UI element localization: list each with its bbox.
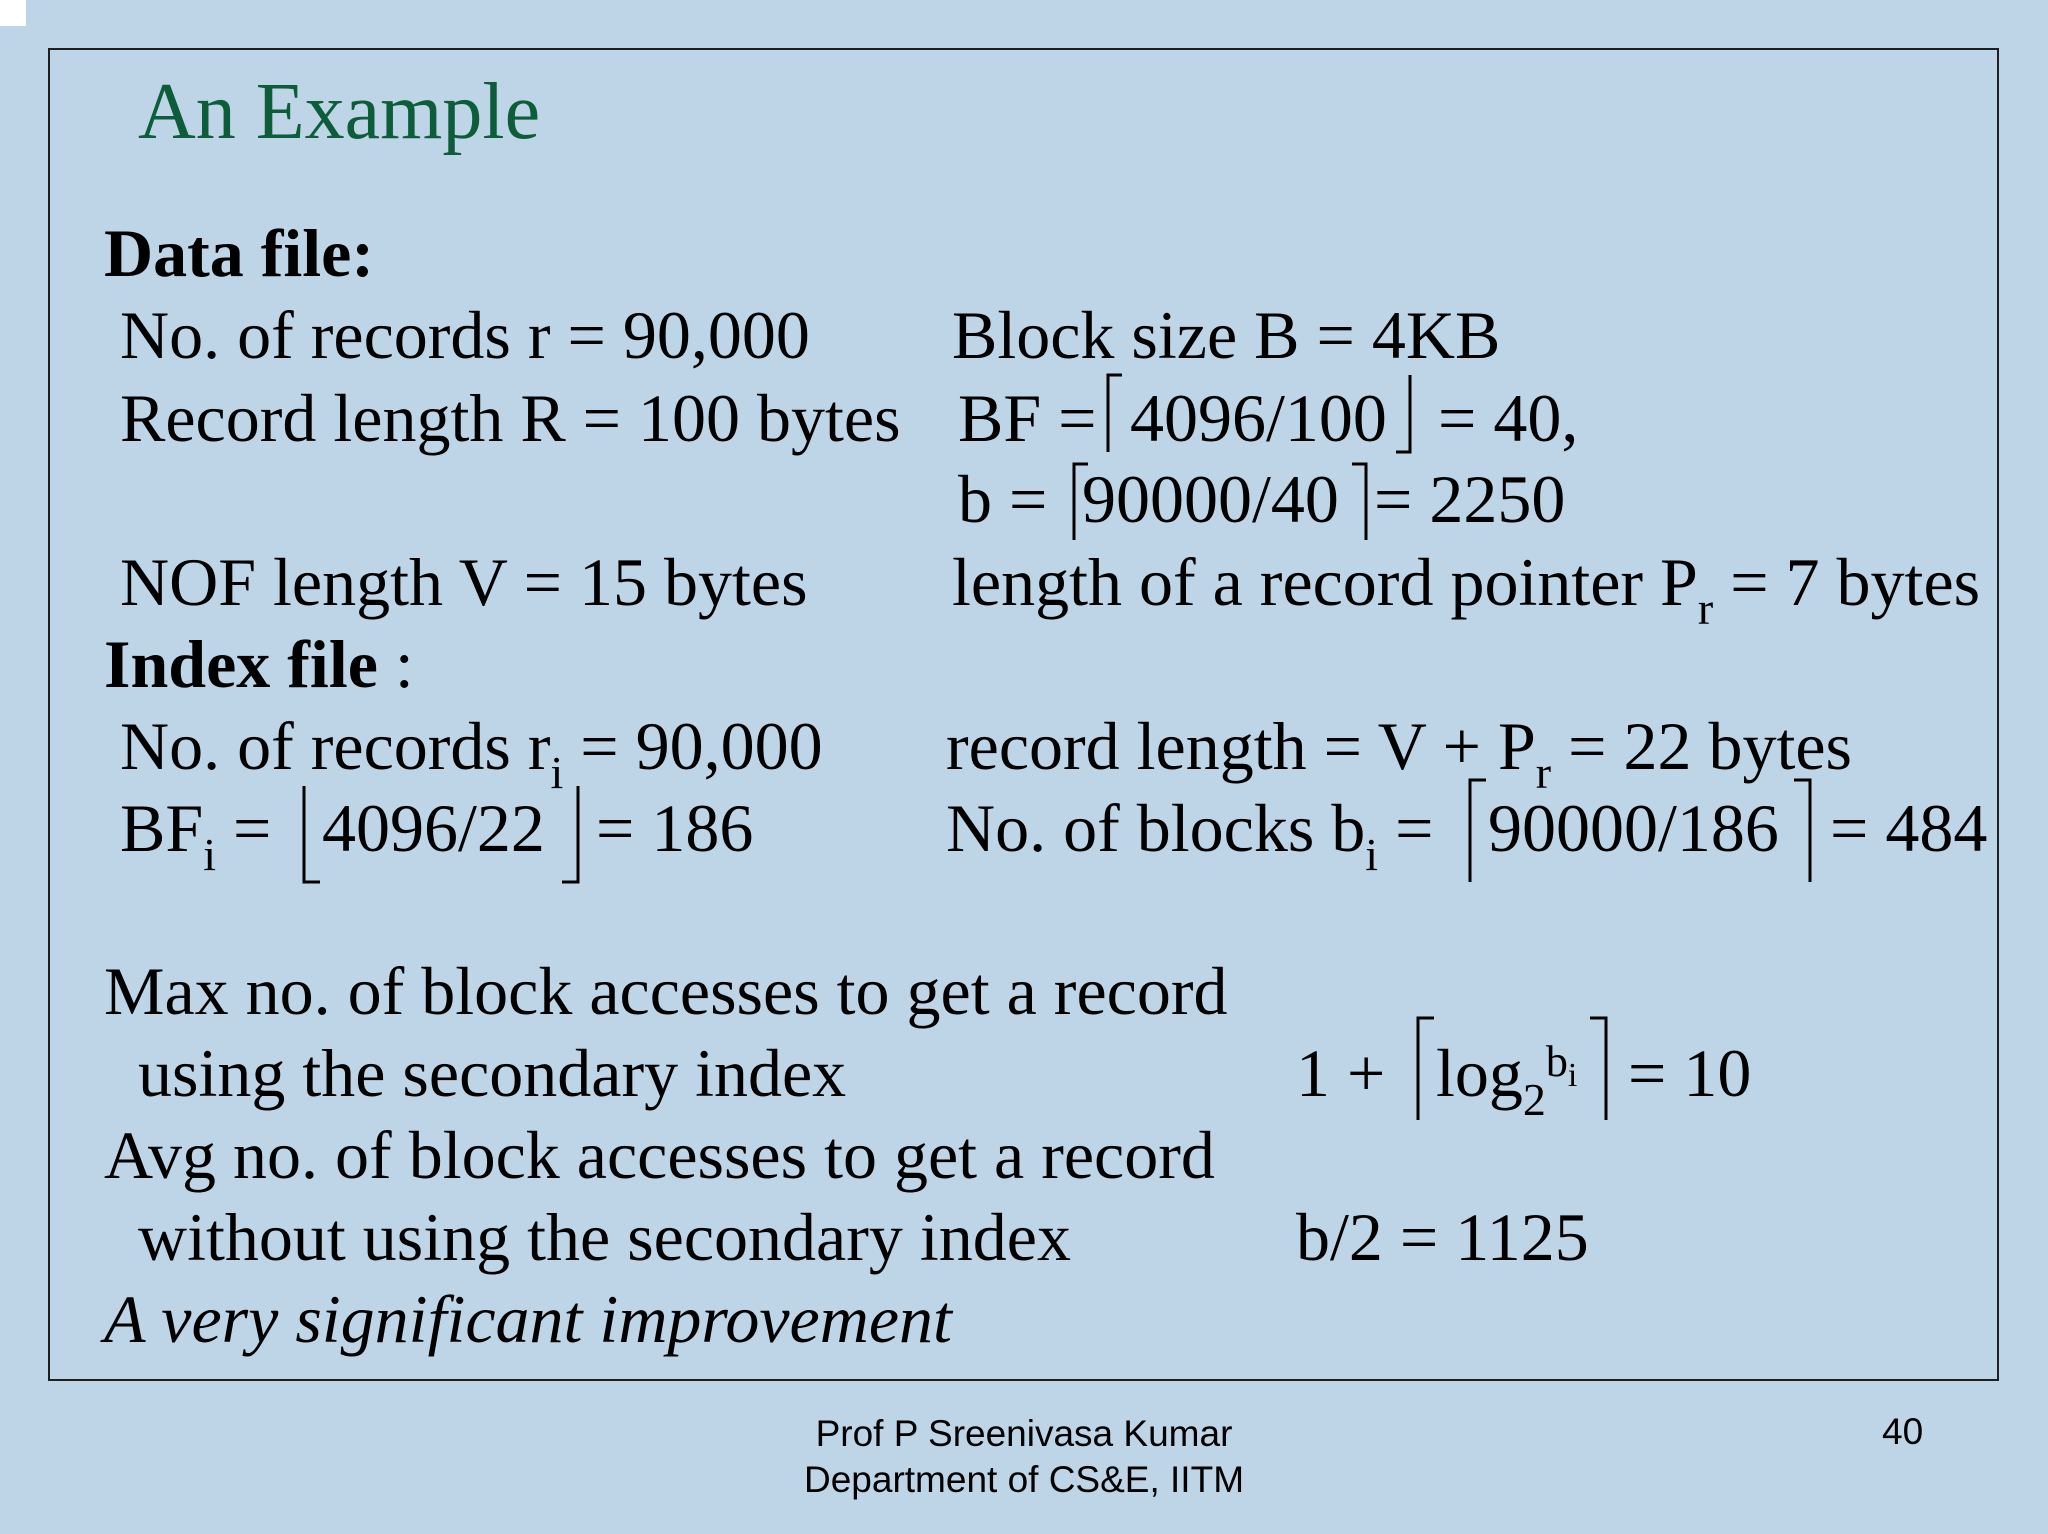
max-accesses-line1: Max no. of block accesses to get a record bbox=[104, 953, 1228, 1029]
max-formula-prefix: 1 + bbox=[1296, 1035, 1386, 1111]
record-length: Record length R = 100 bytes bbox=[120, 380, 901, 456]
b-expression: 90000/40 bbox=[1082, 461, 1339, 537]
log-ceil-right-icon bbox=[1590, 1018, 1606, 1120]
page-number: 40 bbox=[1882, 1411, 1924, 1452]
max-result: = 10 bbox=[1628, 1035, 1752, 1111]
block-size: Block size B = 4KB bbox=[952, 297, 1501, 373]
index-record-length: record length = $V + P_r = 22$ bytes bbox=[946, 708, 1853, 799]
nof-length: NOF length V = 15 bytes bbox=[120, 544, 808, 620]
log-expression: $\log_2^{b_i}$ bbox=[1436, 1035, 1578, 1126]
b-result: = 2250 bbox=[1374, 461, 1566, 537]
bf-expression: 4096/100 bbox=[1130, 380, 1387, 456]
slide-title: An Example bbox=[138, 68, 541, 156]
blocks-ceil-left-icon bbox=[1470, 780, 1486, 882]
b-ceil-right-icon bbox=[1352, 464, 1366, 540]
avg-accesses-line2: without using the secondary index bbox=[138, 1199, 1071, 1275]
bf-floor-left-icon bbox=[1108, 375, 1122, 452]
bfi-prefix: $BF_i$ = bbox=[120, 790, 272, 881]
avg-formula: b/2 = 1125 bbox=[1296, 1199, 1589, 1275]
b-prefix: b = bbox=[958, 461, 1048, 537]
avg-accesses-line1: Avg no. of block accesses to get a record bbox=[104, 1117, 1215, 1193]
b-ceil-left-icon bbox=[1074, 464, 1088, 540]
data-file-heading: Data file: bbox=[104, 215, 375, 291]
bf-floor-right-icon bbox=[1396, 375, 1410, 452]
index-blocks-result: = 484 bbox=[1830, 790, 1988, 866]
footer-author: Prof P Sreenivasa Kumar bbox=[815, 1413, 1233, 1454]
bf-result: = 40, bbox=[1438, 380, 1579, 456]
bfi-floor-right-icon bbox=[562, 786, 578, 882]
log-ceil-left-icon bbox=[1418, 1018, 1434, 1120]
blocks-ceil-right-icon bbox=[1794, 780, 1810, 882]
footer-credit bbox=[724, 1411, 1324, 1504]
index-records: No. of records $r_i = 90,000$ bbox=[120, 708, 823, 799]
footer-department: Department of CS&E, IITM bbox=[803, 1459, 1245, 1501]
bfi-expression: 4096/22 bbox=[322, 790, 545, 866]
conclusion: A very significant improvement bbox=[104, 1281, 952, 1357]
bf-prefix: BF = bbox=[958, 380, 1097, 456]
data-records: No. of records r = 90,000 bbox=[120, 297, 810, 373]
bfi-result: = 186 bbox=[596, 790, 754, 866]
record-pointer-length: length of a record pointer $P_r = 7$ bytes bbox=[952, 544, 1981, 635]
index-file-heading: Index file : bbox=[104, 626, 414, 702]
index-blocks-expression: 90000/186 bbox=[1488, 790, 1779, 866]
max-accesses-line2: using the secondary index bbox=[138, 1035, 847, 1111]
index-blocks-prefix: No. of blocks $b_i$ = bbox=[946, 790, 1434, 881]
bfi-floor-left-icon bbox=[304, 786, 320, 882]
